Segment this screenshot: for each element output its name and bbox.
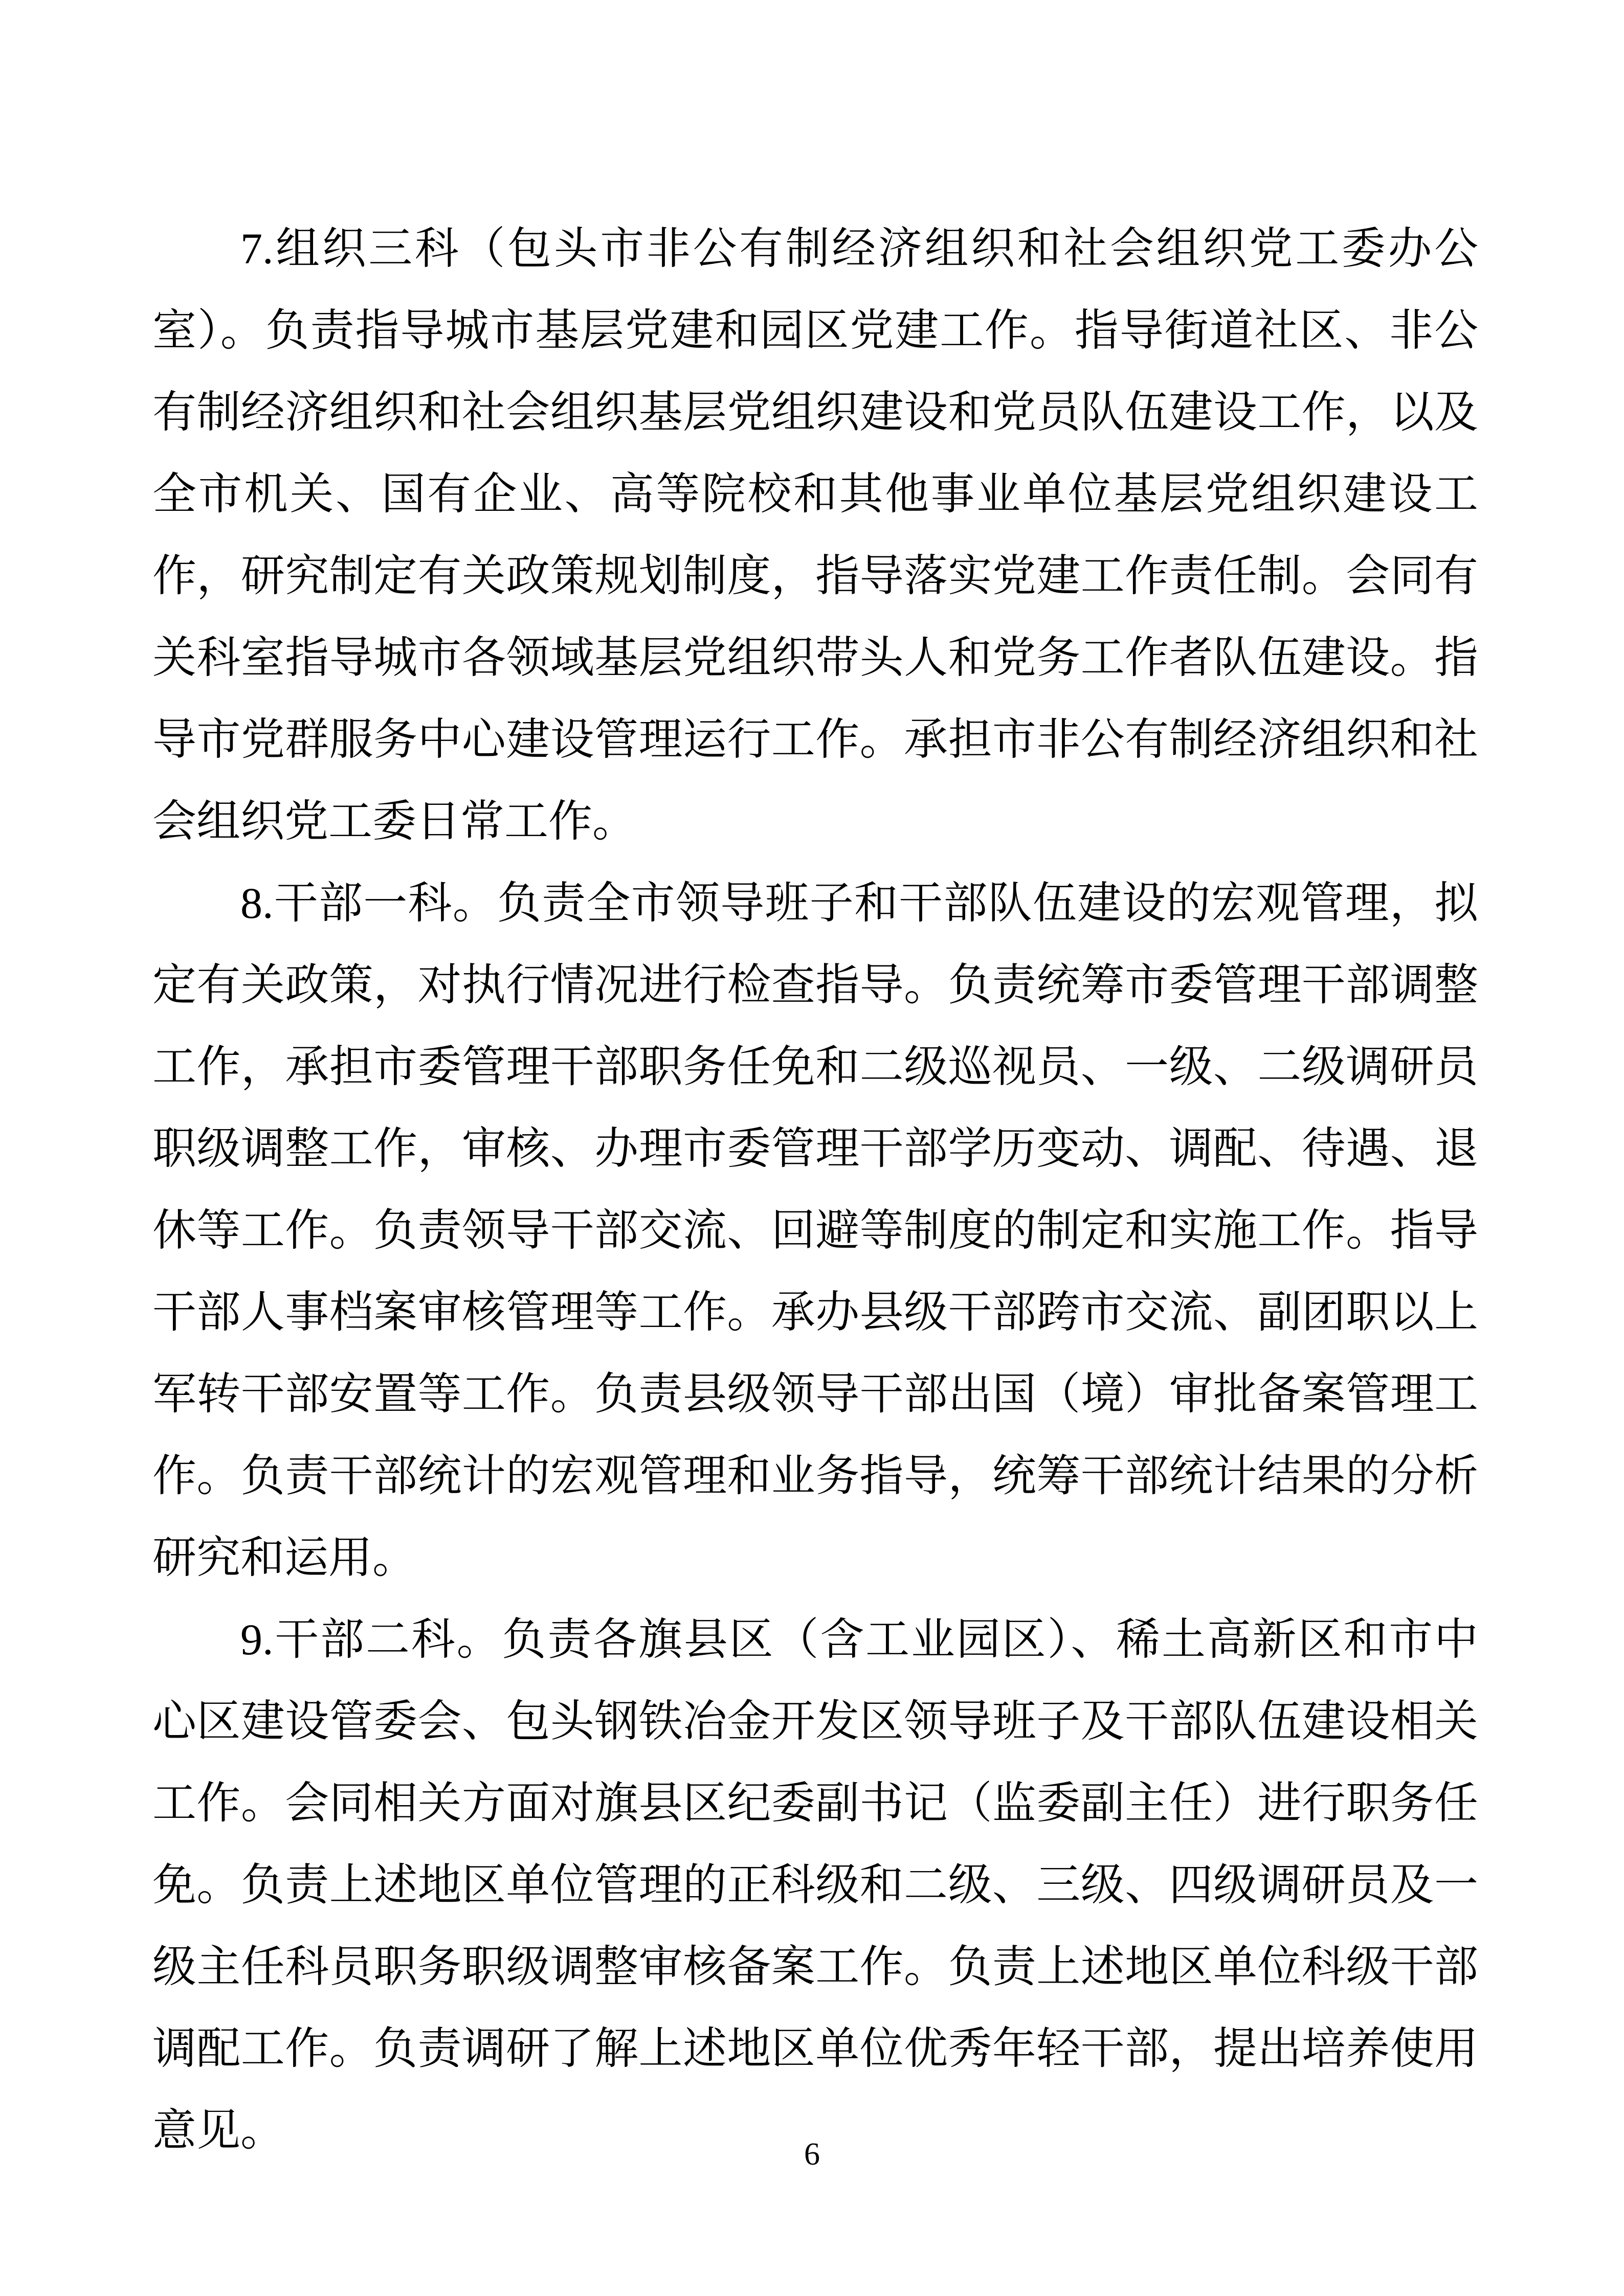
document-body xyxy=(152,208,1478,2171)
paragraph-cadre-section-2: 9.干部二科。负责各旗县区（含工业园区）、稀土高新区和市中心区建设管委会、包头钢铁冶金开发区领导班子及干部队伍建设相关工作。会同相关方面对旗县区纪委副书记（监委副主任）进行职务任免。负责上述地区单位管理的正科级和二级、三级、四级调研员及一级主任科员职务职级调整审核备案工作。负责上述地区单位科级干部调配工作。负责调研了解上述地区单位优秀年轻干部，提出培养使用意见。 xyxy=(152,1615,1478,2155)
paragraph-cadre-section-1: 8.干部一科。负责全市领导班子和干部队伍建设的宏观管理，拟定有关政策，对执行情况进行检查指导。负责统筹市委管理干部调整工作，承担市委管理干部职务任免和二级巡视员、一级、二级调研员职级调整工作，审核、办理市委管理干部学历变动、调配、待遇、退休等工作。负责领导干部交流、回避等制度的制定和实施工作。指导干部人事档案审核管理等工作。承办县级干部跨市交流、副团职以上军转干部安置等工作。负责县级领导干部出国（境）审批备案管理工作。负责干部统计的宏观管理和业务指导，统筹干部统计结果的分析研究和运用。 xyxy=(152,879,1478,1582)
page-number: 6 xyxy=(804,2137,820,2172)
paragraph-org-section-3: 7.组织三科（包头市非公有制经济组织和社会组织党工委办公室）。负责指导城市基层党建和园区党建工作。指导街道社区、非公有制经济组织和社会组织基层党组织建设和党员队伍建设工作，以及全市机关、国有企业、高等院校和其他事业单位基层党组织建设工作，研究制定有关政策规划制度，指导落实党建工作责任制。会同有关科室指导城市各领域基层党组织带头人和党务工作者队伍建设。指导市党群服务中心建设管理运行工作。承担市非公有制经济组织和社会组织党工委日常工作。 xyxy=(152,224,1478,846)
